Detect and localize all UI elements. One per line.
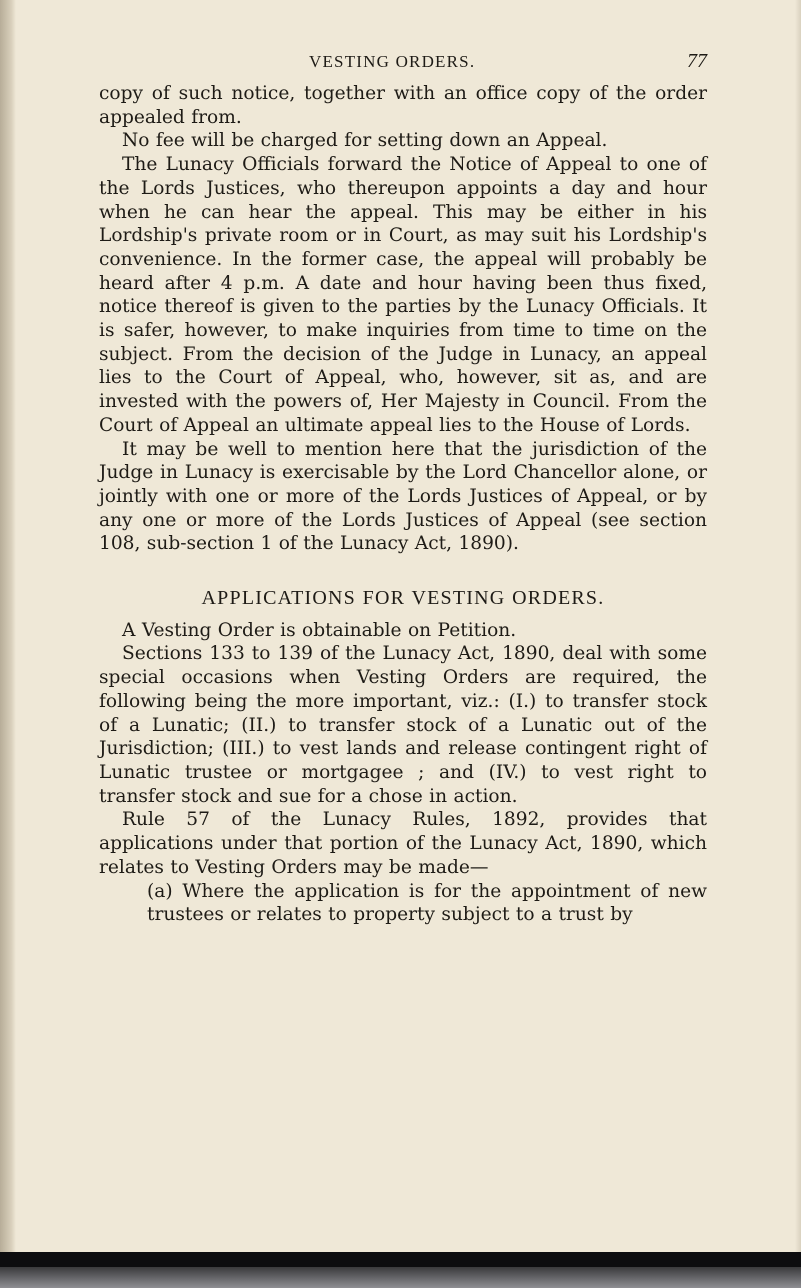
paragraph-petition: A Vesting Order is obtainable on Petition. bbox=[122, 619, 517, 641]
paragraph-jurisdiction: It may be well to mention here that the jurisdiction of the Judge in Lunacy is exercisable by the Lord Chancellor alone, or jointly with one or more of the Lords Justices of Appeal, or by any one or more of the Lords Justices of Appeal (see section 108, sub-section 1 of the Lunacy Act, 1890). bbox=[99, 438, 707, 555]
book-binding-edge bbox=[0, 0, 16, 1288]
paragraph-fee: No fee will be charged for setting down an Appeal. bbox=[122, 130, 608, 152]
scanner-shadow bbox=[0, 1267, 801, 1288]
scanner-bottom-band bbox=[0, 1252, 801, 1267]
section-heading: APPLICATIONS FOR VESTING ORDERS. bbox=[201, 587, 605, 610]
paragraph-sections: Sections 133 to 139 of the Lunacy Act, 1890, deal with some special occasions when Vesting Orders are required, the following being the more important, viz.: (I.) to transfer stock of a Lunatic; (II.) to transfer stock of a Lunatic out of the Jurisdiction; (III.) to vest lands and release contingent right of Lunatic trustee or mortgagee ; and (IV.) to vest right to transfer stock and sue for a chose in action. bbox=[99, 643, 707, 807]
book-page bbox=[99, 52, 707, 927]
paragraph-rule-57: Rule 57 of the Lunacy Rules, 1892, provides that applications under that portion of the Lunacy Act, 1890, which relates to Vesting Orders may be made— bbox=[99, 809, 707, 878]
paragraph-continued: copy of such notice, together with an office copy of the order appealed from. bbox=[99, 83, 707, 128]
clause-a: (a) Where the application is for the appointment of new trustees or relates to property subject to a trust by bbox=[147, 880, 707, 926]
running-head bbox=[99, 52, 707, 82]
page-right-edge bbox=[795, 0, 801, 1288]
body-text bbox=[99, 82, 707, 927]
paragraph-appeal-procedure: The Lunacy Officials forward the Notice of Appeal to one of the Lords Justices, who thereupon appoints a day and hour when he can hear the appeal. This may be either in his Lordship's private room or in Court, as may suit his Lordship's convenience. In the former case, the appeal will probably be heard after 4 p.m. A date and hour having been thus fixed, notice thereof is given to the parties by the Lunacy Officials. It is safer, however, to make inquiries from time to time on the subject. From the decision of the Judge in Lunacy, an appeal lies to the Court of Appeal, who, however, sit as, and are invested with the powers of, Her Majesty in Council. From the Court of Appeal an ultimate appeal lies to the House of Lords. bbox=[99, 154, 707, 436]
running-head-title: VESTING ORDERS. bbox=[309, 52, 476, 71]
page-number: 77 bbox=[687, 50, 707, 72]
